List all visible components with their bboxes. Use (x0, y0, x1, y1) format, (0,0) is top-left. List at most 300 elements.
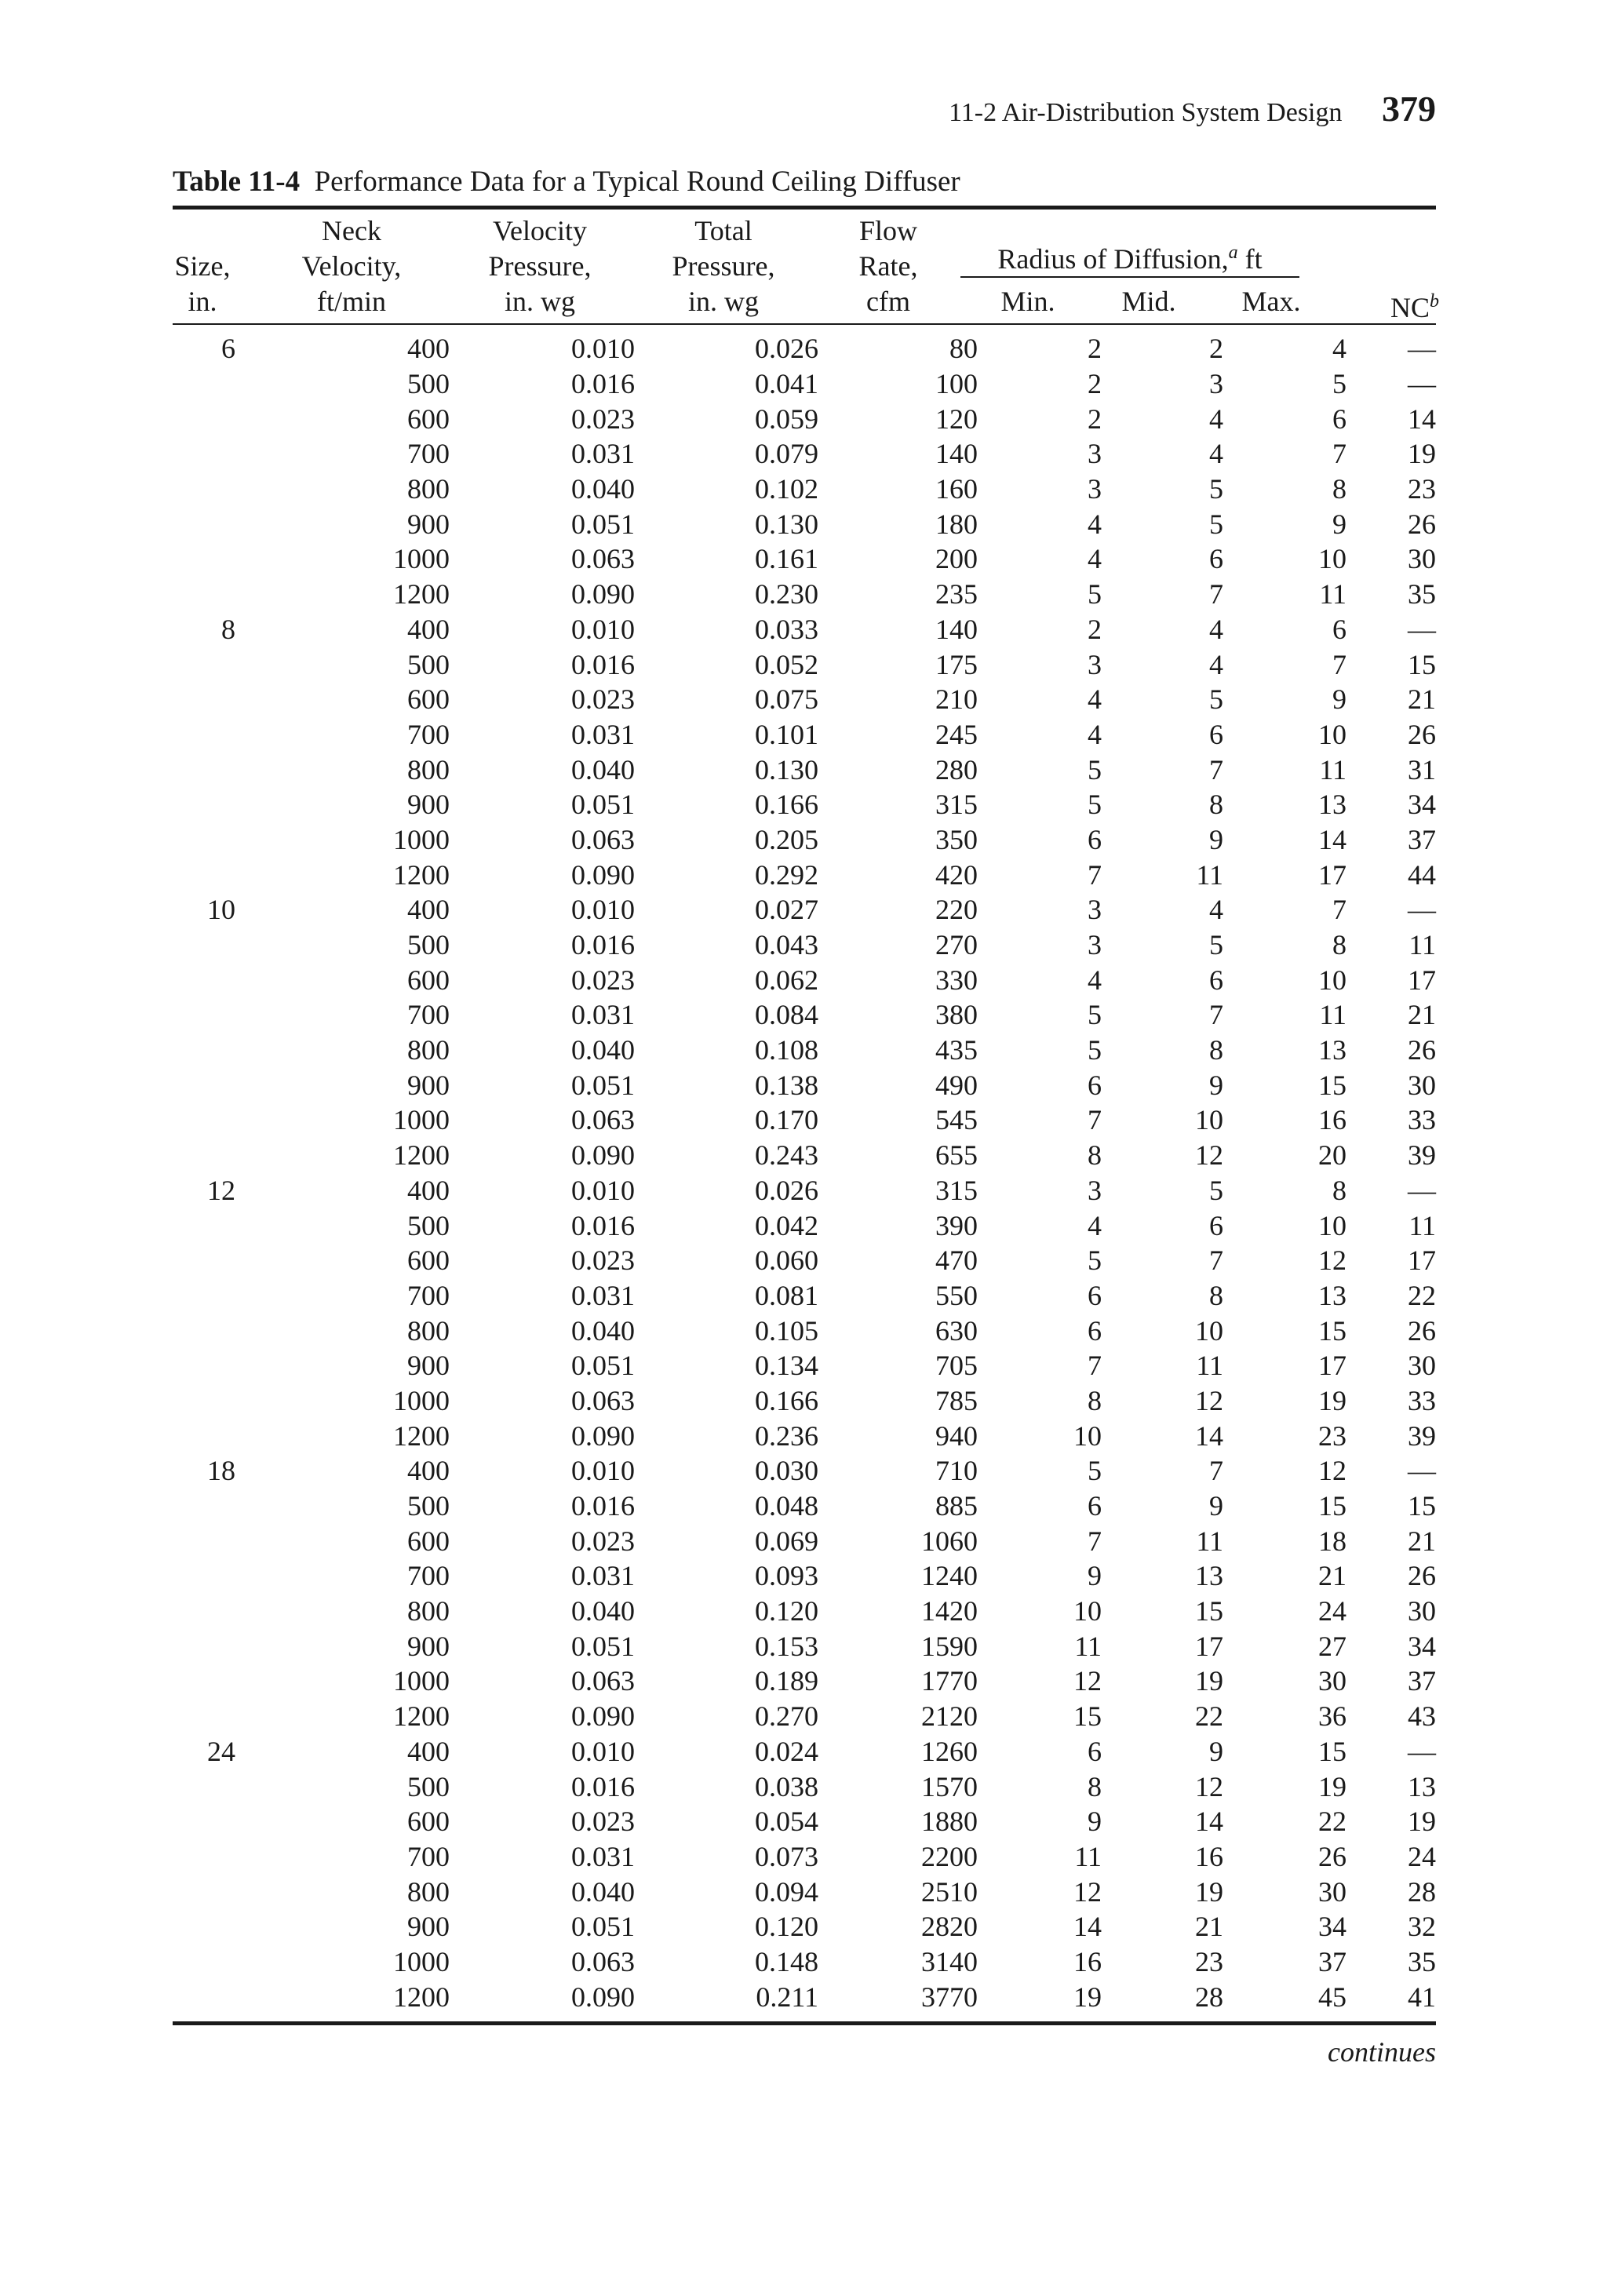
table-cell: 0.010 (571, 1455, 635, 1487)
table-cell: — (1408, 1174, 1436, 1206)
table-cell: 1000 (393, 1104, 450, 1136)
table-cell: 33 (1408, 1104, 1436, 1136)
table-cell: 21 (1408, 1525, 1436, 1557)
table-cell: 30 (1318, 1875, 1346, 1908)
table-cell: 26 (1408, 1314, 1436, 1347)
table-cell: 0.031 (571, 1840, 635, 1872)
table-row (173, 1243, 1436, 1278)
table-cell: 3 (1088, 929, 1102, 961)
table-cell (173, 1208, 235, 1243)
table-cell: 6 (1209, 543, 1223, 575)
table-row (173, 1558, 1436, 1594)
table-cell: 35 (1408, 1945, 1436, 1977)
table-row (173, 928, 1436, 963)
table-cell: 7 (1332, 648, 1346, 680)
table-cell: 1000 (393, 1945, 450, 1977)
table-cell: 400 (407, 1455, 450, 1487)
table-row (173, 857, 1436, 892)
table-cell: 17 (1408, 1245, 1436, 1277)
table-cell: 24 (1408, 1840, 1436, 1872)
table-cell: 12 (1195, 1770, 1223, 1802)
table-cell: 9 (1332, 683, 1346, 716)
table-cell: 15 (1073, 1700, 1102, 1733)
table-cell: 26 (1408, 718, 1436, 750)
table-cell: 13 (1318, 1034, 1346, 1066)
header-velocity-pressure: Velocity Pressure, in. wg (488, 215, 592, 317)
table-cell: 10 (207, 894, 235, 926)
table-cell: 0.026 (755, 1174, 818, 1206)
table-cell: 0.166 (755, 1384, 818, 1416)
table-cell: 5 (1088, 999, 1102, 1031)
table-cell: 380 (935, 999, 978, 1031)
table-cell: 710 (935, 1455, 978, 1487)
table-cell: 15 (1195, 1595, 1223, 1627)
radius-group-rule (960, 276, 1299, 278)
table-cell (173, 577, 235, 612)
table-cell: 19 (1195, 1875, 1223, 1908)
table-cell: 0.148 (755, 1945, 818, 1977)
table-row (173, 752, 1436, 787)
table-cell (173, 752, 235, 787)
table-cell: 10 (1318, 964, 1346, 996)
table-cell: 30 (1408, 1595, 1436, 1627)
table-row (173, 1067, 1436, 1102)
table-cell: 15 (1318, 1069, 1346, 1101)
table-cell: 235 (935, 578, 978, 610)
table-row (173, 1979, 1436, 2014)
table-cell (173, 541, 235, 577)
table-cell: 6 (221, 333, 235, 365)
table-cell (173, 472, 235, 507)
table-cell: 10 (1318, 1209, 1346, 1241)
table-row (173, 1348, 1436, 1383)
table-cell (173, 1769, 235, 1804)
table-cell: 33 (1408, 1384, 1436, 1416)
table-cell: 0.102 (755, 473, 818, 505)
table-cell: 8 (1332, 1174, 1346, 1206)
table-cell (173, 928, 235, 963)
table-cell (173, 822, 235, 858)
diffuser-performance-table (173, 331, 1436, 2014)
table-cell: 900 (407, 1350, 450, 1382)
table-label: Table 11-4 (173, 166, 301, 198)
table-cell: 1200 (393, 858, 450, 891)
table-cell (173, 1102, 235, 1138)
table-cell: 32 (1408, 1911, 1436, 1943)
table-cell: 0.016 (571, 1209, 635, 1241)
table-row (173, 787, 1436, 822)
table-row (173, 472, 1436, 507)
table-cell: 39 (1408, 1139, 1436, 1172)
table-cell: 23 (1408, 473, 1436, 505)
table-cell: 14 (1318, 823, 1346, 855)
table-cell: 390 (935, 1209, 978, 1241)
table-cell: 3 (1088, 473, 1102, 505)
table-cell: 0.108 (755, 1034, 818, 1066)
table-cell: 885 (935, 1490, 978, 1522)
table-cell: 19 (1073, 1981, 1102, 2013)
table-row (173, 1594, 1436, 1629)
table-cell: 9 (1209, 1735, 1223, 1767)
table-cell: 8 (1088, 1770, 1102, 1802)
table-cell (173, 682, 235, 717)
table-cell: 0.054 (755, 1806, 818, 1838)
table-cell: 5 (1088, 789, 1102, 821)
table-cell: 37 (1318, 1945, 1346, 1977)
table-cell: 16 (1318, 1104, 1346, 1136)
table-cell: 30 (1408, 1350, 1436, 1382)
table-cell: 420 (935, 858, 978, 891)
table-cell: 19 (1408, 438, 1436, 470)
table-cell (173, 787, 235, 822)
table-cell (173, 1067, 235, 1102)
table-cell: 1060 (921, 1525, 978, 1557)
table-cell: 0.063 (571, 1104, 635, 1136)
table-cell: 18 (1318, 1525, 1346, 1557)
table-cell: 9 (1332, 508, 1346, 540)
table-cell: 280 (935, 753, 978, 785)
table-cell: 0.073 (755, 1840, 818, 1872)
table-row (173, 1628, 1436, 1664)
table-cell (173, 1243, 235, 1278)
table-cell: 19 (1195, 1665, 1223, 1697)
table-cell (173, 401, 235, 436)
table-cell: 1420 (921, 1595, 978, 1627)
table-cell: 11 (1196, 1525, 1223, 1557)
table-cell: 1570 (921, 1770, 978, 1802)
table-cell: 400 (407, 333, 450, 365)
table-row (173, 1699, 1436, 1734)
table-cell: 6 (1209, 1209, 1223, 1241)
table-row (173, 366, 1436, 402)
table-cell: 6 (1332, 613, 1346, 645)
table-cell: 16 (1073, 1945, 1102, 1977)
table-cell (173, 1033, 235, 1068)
table-cell: 10 (1318, 543, 1346, 575)
table-cell: 19 (1408, 1806, 1436, 1838)
table-cell: 0.027 (755, 894, 818, 926)
table-cell: 0.051 (571, 508, 635, 540)
table-title: Performance Data for a Typical Round Ceiling Diffuser (314, 166, 960, 198)
table-cell: 3 (1088, 1174, 1102, 1206)
table-cell: 180 (935, 508, 978, 540)
table-cell: 0.120 (755, 1911, 818, 1943)
table-cell: 600 (407, 1525, 450, 1557)
table-cell: 315 (935, 1174, 978, 1206)
table-cell: 0.023 (571, 964, 635, 996)
table-row (173, 1909, 1436, 1944)
table-cell: 23 (1318, 1420, 1346, 1452)
table-cell: 11 (1196, 858, 1223, 891)
table-cell (173, 1909, 235, 1944)
table-cell: 30 (1318, 1665, 1346, 1697)
table-row (173, 577, 1436, 612)
table-row (173, 1489, 1436, 1524)
table-row (173, 401, 1436, 436)
table-cell: 7 (1088, 1104, 1102, 1136)
table-cell: 7 (1088, 1525, 1102, 1557)
table-cell: 0.031 (571, 999, 635, 1031)
table-cell: 9 (1088, 1806, 1102, 1838)
table-cell: 21 (1408, 683, 1436, 716)
table-cell: 22 (1408, 1279, 1436, 1311)
table-cell: 630 (935, 1314, 978, 1347)
table-cell (173, 1628, 235, 1664)
table-cell: 0.052 (755, 648, 818, 680)
table-cell (173, 1348, 235, 1383)
table-cell: 14 (1073, 1911, 1102, 1943)
table-cell: 1000 (393, 1384, 450, 1416)
table-cell: — (1408, 613, 1436, 645)
table-cell: 0.081 (755, 1279, 818, 1311)
table-cell: 785 (935, 1384, 978, 1416)
table-cell: 500 (407, 1209, 450, 1241)
table-row (173, 331, 1436, 366)
table-cell: 5 (1088, 578, 1102, 610)
table-cell: 0.031 (571, 718, 635, 750)
table-cell: 5 (1209, 508, 1223, 540)
table-cell: 0.138 (755, 1069, 818, 1101)
table-cell: 245 (935, 718, 978, 750)
table-cell: 2 (1088, 368, 1102, 400)
table-cell: 1590 (921, 1630, 978, 1662)
table-cell: 270 (935, 929, 978, 961)
table-cell: 26 (1318, 1840, 1346, 1872)
table-cell: 16 (1195, 1840, 1223, 1872)
table-cell: — (1408, 333, 1436, 365)
table-cell (173, 1523, 235, 1558)
table-cell: 80 (949, 333, 978, 365)
table-cell: 0.063 (571, 1384, 635, 1416)
table-cell: 2510 (921, 1875, 978, 1908)
table-cell: 800 (407, 1875, 450, 1908)
table-cell: 10 (1073, 1420, 1102, 1452)
table-cell: 0.101 (755, 718, 818, 750)
table-cell: 3770 (921, 1981, 978, 2013)
table-cell: 8 (1209, 1034, 1223, 1066)
table-cell: 15 (1318, 1314, 1346, 1347)
table-cell: 2120 (921, 1700, 978, 1733)
table-cell: 19 (1318, 1770, 1346, 1802)
table-cell: 0.030 (755, 1455, 818, 1487)
table-cell: 23 (1195, 1945, 1223, 1977)
table-cell: 700 (407, 718, 450, 750)
table-cell: 800 (407, 1314, 450, 1347)
table-cell: 17 (1318, 1350, 1346, 1382)
table-cell: 400 (407, 1174, 450, 1206)
table-cell: 0.166 (755, 789, 818, 821)
table-cell: 900 (407, 1911, 450, 1943)
table-cell: 12 (207, 1174, 235, 1206)
table-cell: 0.016 (571, 368, 635, 400)
table-cell: 655 (935, 1139, 978, 1172)
table-cell: 8 (1209, 1279, 1223, 1311)
table-cell: 27 (1318, 1630, 1346, 1662)
table-cell: 11 (1408, 1209, 1436, 1241)
table-cell: 0.094 (755, 1875, 818, 1908)
header-flow-rate: Flow Rate, cfm (858, 215, 918, 317)
table-cell: 1200 (393, 1139, 450, 1172)
table-cell (173, 1278, 235, 1314)
table-cell: 0.079 (755, 438, 818, 470)
table-row (173, 1313, 1436, 1348)
table-cell (173, 1558, 235, 1594)
table-cell: 500 (407, 1490, 450, 1522)
table-cell: 0.033 (755, 613, 818, 645)
table-cell (173, 647, 235, 682)
table-cell: 5 (1209, 683, 1223, 716)
table-cell: 550 (935, 1279, 978, 1311)
table-cell: 5 (1088, 1034, 1102, 1066)
table-cell: 700 (407, 438, 450, 470)
table-cell: 0.090 (571, 578, 635, 610)
table-cell: 900 (407, 789, 450, 821)
page-number: 379 (1382, 89, 1436, 129)
table-cell: 18 (207, 1455, 235, 1487)
table-cell: 28 (1408, 1875, 1436, 1908)
table-cell: 0.023 (571, 683, 635, 716)
table-cell: 0.062 (755, 964, 818, 996)
table-row (173, 1664, 1436, 1699)
table-cell: 490 (935, 1069, 978, 1101)
table-cell: 0.031 (571, 438, 635, 470)
table-cell: 1770 (921, 1665, 978, 1697)
table-cell: 21 (1318, 1560, 1346, 1592)
table-row (173, 1804, 1436, 1839)
table-cell: 6 (1088, 1735, 1102, 1767)
table-cell: 11 (1196, 1350, 1223, 1382)
table-cell: 0.205 (755, 823, 818, 855)
table-cell: 15 (1318, 1735, 1346, 1767)
table-cell (173, 1594, 235, 1629)
table-cell: 1000 (393, 1665, 450, 1697)
table-cell: 11 (1074, 1840, 1102, 1872)
table-row (173, 541, 1436, 577)
table-cell (173, 1313, 235, 1348)
table-cell: 0.040 (571, 1875, 635, 1908)
table-cell: 0.040 (571, 1595, 635, 1627)
table-cell (173, 997, 235, 1033)
table-cell: 0.010 (571, 894, 635, 926)
table-cell: 600 (407, 403, 450, 435)
table-cell: 34 (1408, 1630, 1436, 1662)
table-cell: 8 (1209, 789, 1223, 821)
table-cell: 5 (1209, 929, 1223, 961)
table-cell: 0.063 (571, 1665, 635, 1697)
table-cell: 9 (1209, 1490, 1223, 1522)
header-max: Max. (1241, 286, 1301, 317)
table-cell: 10 (1195, 1104, 1223, 1136)
table-cell: 0.243 (755, 1139, 818, 1172)
table-cell: 0.038 (755, 1770, 818, 1802)
table-cell: 1200 (393, 1981, 450, 2013)
table-cell: 0.134 (755, 1350, 818, 1382)
table-cell: 7 (1209, 999, 1223, 1031)
table-cell: 4 (1209, 894, 1223, 926)
table-cell: 12 (1318, 1245, 1346, 1277)
table-cell: 8 (221, 613, 235, 645)
table-cell (173, 1489, 235, 1524)
table-cell: 19 (1318, 1384, 1346, 1416)
table-cell: 800 (407, 753, 450, 785)
table-cell: 45 (1318, 1981, 1346, 2013)
table-cell: 15 (1318, 1490, 1346, 1522)
table-cell (173, 1383, 235, 1419)
table-cell: 4 (1209, 648, 1223, 680)
table-cell: 6 (1088, 1069, 1102, 1101)
table-cell (173, 857, 235, 892)
table-cell: 0.010 (571, 333, 635, 365)
table-cell: 0.060 (755, 1245, 818, 1277)
table-cell: 35 (1408, 578, 1436, 610)
table-cell: 6 (1332, 403, 1346, 435)
table-cell: 7 (1088, 858, 1102, 891)
table-cell: 0.051 (571, 1350, 635, 1382)
table-cell: 1240 (921, 1560, 978, 1592)
header-mid: Mid. (1121, 286, 1176, 317)
table-cell: 37 (1408, 823, 1436, 855)
table-cell: 7 (1209, 753, 1223, 785)
table-cell: 0.023 (571, 1245, 635, 1277)
table-cell (173, 1979, 235, 2014)
table-cell: 0.090 (571, 1981, 635, 2013)
table-cell: 14 (1195, 1420, 1223, 1452)
table-cell: 3 (1209, 368, 1223, 400)
table-cell: 4 (1088, 718, 1102, 750)
continues-note: continues (1328, 2036, 1436, 2068)
table-cell: 0.010 (571, 613, 635, 645)
table-cell (173, 1874, 235, 1909)
table-cell: 22 (1195, 1700, 1223, 1733)
table-cell: 0.090 (571, 1420, 635, 1452)
table-cell: 1200 (393, 1420, 450, 1452)
table-row (173, 1944, 1436, 1980)
header-min: Min. (1000, 286, 1055, 317)
table-cell: 5 (1088, 753, 1102, 785)
table-row (173, 1173, 1436, 1208)
table-cell: 0.031 (571, 1560, 635, 1592)
table-cell: 500 (407, 368, 450, 400)
table-row (173, 436, 1436, 472)
table-cell: 1260 (921, 1735, 978, 1767)
table-row (173, 1208, 1436, 1243)
header-size: Size, in. (174, 250, 231, 317)
table-cell: 0.048 (755, 1490, 818, 1522)
table-cell: 435 (935, 1034, 978, 1066)
table-cell: 600 (407, 1806, 450, 1838)
table-cell (173, 506, 235, 541)
table-cell: 0.090 (571, 858, 635, 891)
table-cell: 2200 (921, 1840, 978, 1872)
table-cell: 5 (1209, 1174, 1223, 1206)
table-cell: 5 (1088, 1245, 1102, 1277)
table-row (173, 962, 1436, 997)
table-cell (173, 1944, 235, 1980)
table-cell: 0.059 (755, 403, 818, 435)
table-cell: 600 (407, 683, 450, 716)
table-cell: 0.023 (571, 403, 635, 435)
table-cell: 0.075 (755, 683, 818, 716)
table-cell: 500 (407, 1770, 450, 1802)
table-cell: 3 (1088, 438, 1102, 470)
table-cell: 0.270 (755, 1700, 818, 1733)
table-cell: — (1408, 894, 1436, 926)
table-cell: 13 (1408, 1770, 1436, 1802)
table-cell: 0.026 (755, 333, 818, 365)
table-cell: 22 (1318, 1806, 1346, 1838)
table-cell: 2 (1088, 333, 1102, 365)
table-cell: 600 (407, 1245, 450, 1277)
